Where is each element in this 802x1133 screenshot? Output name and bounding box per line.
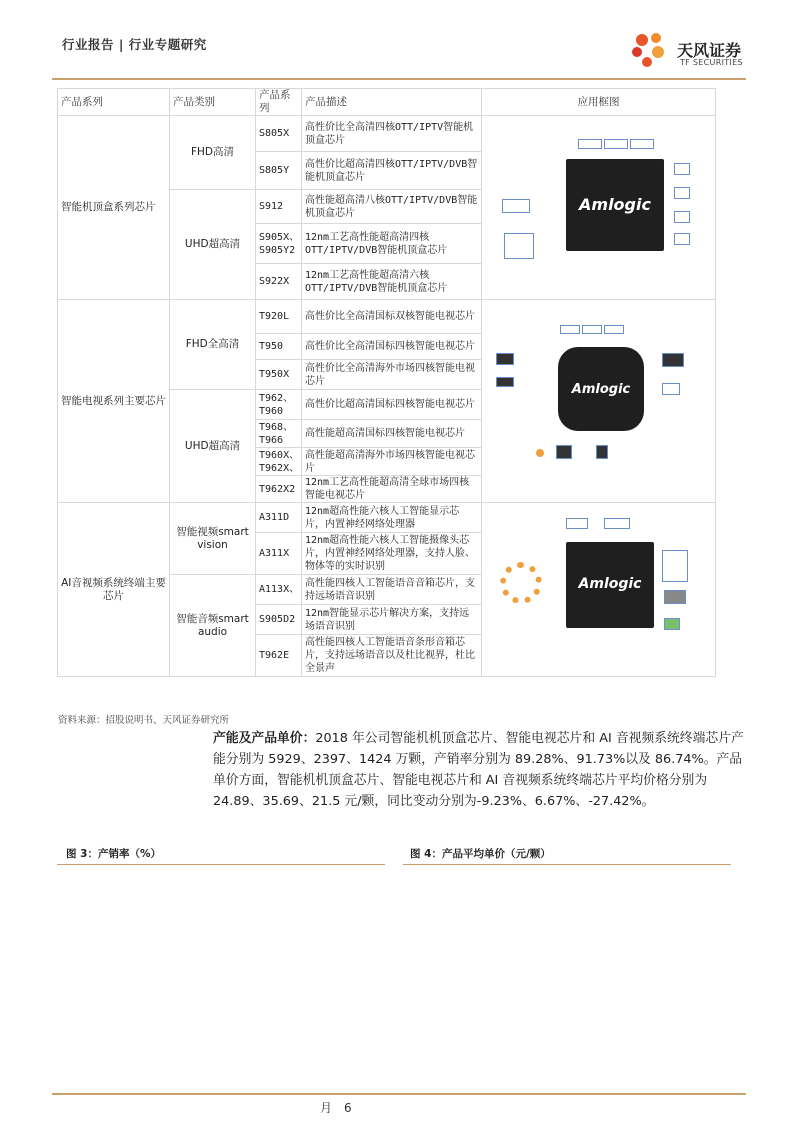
model-cell: T950	[256, 334, 302, 360]
category-cell: FHD全高清	[170, 300, 256, 390]
model-cell: T960X、T962X、	[256, 448, 302, 476]
col-header: 产品系列	[256, 89, 302, 116]
logo-name: 天风证券	[677, 41, 742, 60]
model-cell: A311X	[256, 533, 302, 575]
model-cell: S912	[256, 190, 302, 224]
figure-4-divider	[403, 864, 731, 865]
category-cell: UHD超高清	[170, 190, 256, 300]
chip-image: Amlogic	[566, 542, 654, 628]
product-table	[57, 88, 716, 677]
desc-cell: 12nm工艺高性能超高清六核OTT/IPTV/DVB智能机顶盒芯片	[302, 264, 482, 300]
desc-cell: 12nm智能显示芯片解决方案，支持远场语音识别	[302, 605, 482, 635]
chip-image: Amlogic	[566, 159, 664, 251]
desc-cell: 高性价比超高清四核OTT/IPTV/DVB智能机顶盒芯片	[302, 152, 482, 190]
model-cell: A113X、	[256, 575, 302, 605]
table-header-row	[58, 89, 716, 116]
series-cell: 智能机顶盒系列芯片	[58, 116, 170, 300]
footer-divider	[52, 1093, 746, 1095]
desc-cell: 高性价比全高清国标双核智能电视芯片	[302, 300, 482, 334]
report-header: 行业报告 | 行业专题研究	[62, 37, 207, 52]
desc-cell: 高性价比全高清国标四核智能电视芯片	[302, 334, 482, 360]
tv-block-diagram	[482, 300, 716, 503]
category-cell: UHD超高清	[170, 390, 256, 503]
chip-image: Amlogic	[558, 347, 644, 431]
ai-block-diagram	[482, 503, 716, 677]
desc-cell: 高性能四核人工智能语音音箱芯片，支持远场语音识别	[302, 575, 482, 605]
table-row	[58, 503, 716, 533]
col-header: 产品描述	[302, 89, 482, 116]
model-cell: T962、T960	[256, 390, 302, 420]
table-row	[58, 300, 716, 334]
desc-cell: 高性能超高清国标四核智能电视芯片	[302, 420, 482, 448]
model-cell: S905D2	[256, 605, 302, 635]
desc-cell: 高性能四核人工智能语音条形音箱芯片，支持远场语音以及杜比视界，杜比全景声	[302, 635, 482, 677]
model-cell: T968、T966	[256, 420, 302, 448]
desc-cell: 高性价比全高清四核OTT/IPTV智能机顶盒芯片	[302, 116, 482, 152]
desc-cell: 高性能超高清八核OTT/IPTV/DVB智能机顶盒芯片	[302, 190, 482, 224]
page-number: 月 6	[320, 1101, 352, 1115]
model-cell: T962X2	[256, 476, 302, 503]
category-cell: 智能视频smart vision	[170, 503, 256, 575]
model-cell: T920L	[256, 300, 302, 334]
col-header: 产品类别	[170, 89, 256, 116]
desc-cell: 12nm超高性能六核人工智能摄像头芯片，内置神经网络处理器，支持人脸、物体等的实时识别	[302, 533, 482, 575]
header-divider	[52, 78, 746, 80]
stb-block-diagram	[482, 116, 716, 300]
logo-subtitle: TF SECURITIES	[680, 58, 743, 67]
logo-flower-icon	[628, 30, 672, 70]
series-cell: 智能电视系列主要芯片	[58, 300, 170, 503]
body-paragraph	[213, 728, 748, 812]
figure-4-caption: 图 4：产品平均单价（元/颗）	[410, 848, 551, 860]
model-cell: S805Y	[256, 152, 302, 190]
desc-cell: 12nm工艺高性能超高清全球市场四核智能电视芯片	[302, 476, 482, 503]
figure-3-caption: 图 3：产销率（%）	[66, 848, 161, 860]
table-row	[58, 116, 716, 152]
desc-cell: 12nm超高性能六核人工智能显示芯片，内置神经网络处理器	[302, 503, 482, 533]
model-cell: T962E	[256, 635, 302, 677]
paragraph-body: 2018 年公司智能机机顶盒芯片、智能电视芯片和 AI 音视频系统终端芯片产能分别为 5929、2397、1424 万颗，产销率分别为 89.28%、91.73%以及 86.74%。产品单价方面，智能机机顶盒芯片、智能电视芯片和 AI 音视频系统终端芯片平均价格分别为 24.89、35.69、21.5 元/颗，同比变动分别为-9.23%、6.67%、-27.42%。	[213, 731, 744, 809]
model-cell: T950X	[256, 360, 302, 390]
model-cell: A311D	[256, 503, 302, 533]
source-note: 资料来源：招股说明书、天风证券研究所	[58, 715, 230, 726]
paragraph-lead: 产能及产品单价：	[213, 731, 316, 746]
model-cell: S905X、S905Y2	[256, 224, 302, 264]
desc-cell: 12nm工艺高性能超高清四核OTT/IPTV/DVB智能机顶盒芯片	[302, 224, 482, 264]
desc-cell: 高性价比全高清海外市场四核智能电视芯片	[302, 360, 482, 390]
category-cell: FHD高清	[170, 116, 256, 190]
model-cell: S922X	[256, 264, 302, 300]
desc-cell: 高性能超高清海外市场四核智能电视芯片	[302, 448, 482, 476]
col-header: 产品系列	[58, 89, 170, 116]
category-cell: 智能音频smart audio	[170, 575, 256, 677]
desc-cell: 高性价比超高清国标四核智能电视芯片	[302, 390, 482, 420]
series-cell: AI音视频系统终端主要芯片	[58, 503, 170, 677]
figure-3-divider	[57, 864, 385, 865]
logo	[628, 30, 672, 70]
model-cell: S805X	[256, 116, 302, 152]
col-header: 应用框图	[482, 89, 716, 116]
